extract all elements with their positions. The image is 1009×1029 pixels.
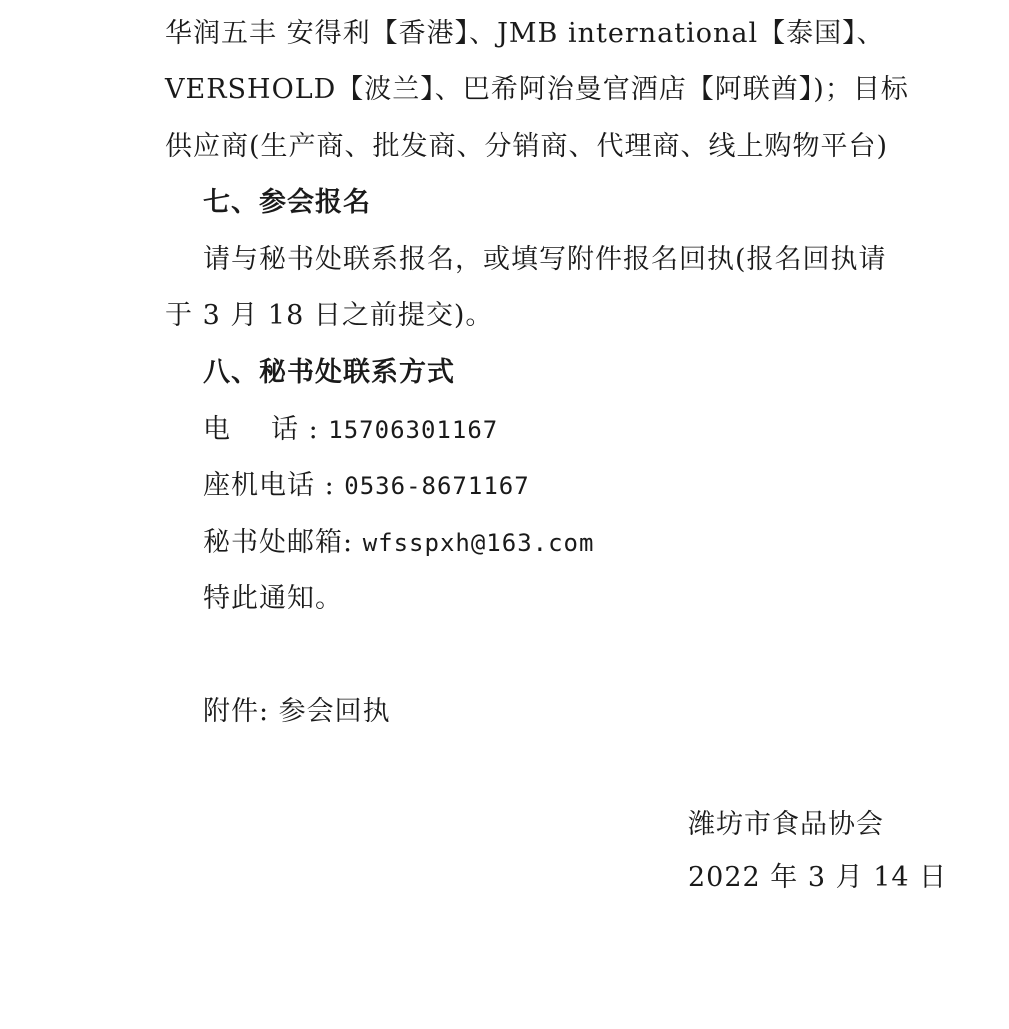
phone-value: 15706301167 [328,416,499,444]
notice-text: 特此通知。 [203,583,343,614]
email-label: 秘书处邮箱: [203,527,354,558]
landline-row [203,469,530,503]
paragraph-line: 请与秘书处联系报名，或填写附件报名回执(报名回执请 [203,244,887,275]
phone-label-char1: 电 [203,414,231,445]
attachment-note: 附件: 参会回执 [203,696,391,727]
paragraph-line: 华润五丰 安得利【香港】、JMB international【泰国】、 [165,18,885,49]
signature-date: 2022 年 3 月 14 日 [688,862,948,893]
email-value: wfsspxh@163.com [362,529,595,557]
section-heading-registration: 七、参会报名 [203,187,371,218]
paragraph-line: VERSHOLD【波兰】、巴希阿治曼官酒店【阿联酋】)；目标 [165,74,909,105]
phone-label-char2: 话 : [271,414,319,445]
landline-value: 0536-8671167 [344,472,530,500]
email-row [203,526,594,560]
signature-organization: 潍坊市食品协会 [688,809,884,840]
paragraph-line: 供应商(生产商、批发商、分销商、代理商、线上购物平台) [165,131,889,162]
section-heading-contact: 八、秘书处联系方式 [203,357,455,388]
landline-label: 座机电话 : [203,470,335,501]
paragraph-line: 于 3 月 18 日之前提交)。 [165,300,494,331]
phone-row [203,413,498,447]
